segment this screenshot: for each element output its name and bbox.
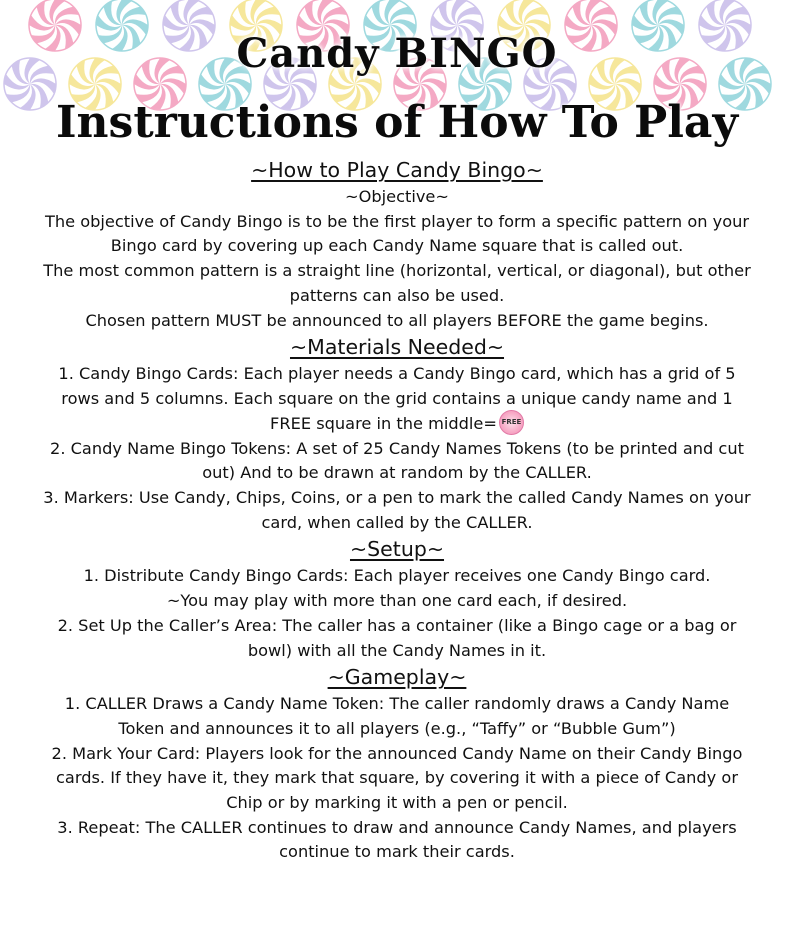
gameplay-heading: ~Gameplay~: [327, 665, 467, 690]
materials-heading: ~Materials Needed~: [289, 335, 505, 360]
page-subtitle: Instructions of How To Play: [55, 97, 739, 148]
objective-heading: ~Objective~: [345, 187, 449, 206]
setup-item-2: 2. Set Up the Caller’s Area: The caller has a container (like a Bingo cage or a bag or bowl) with all the Candy Names in it.: [57, 615, 737, 660]
materials-item-2: 2. Candy Name Bingo Tokens: A set of 25 Candy Names Tokens (to be printed and cut out) And to be drawn at random by the CALLER.: [50, 438, 744, 483]
materials-item-1: [40, 362, 754, 436]
setup-item-1: 1. Distribute Candy Bingo Cards: Each player receives one Candy Bingo card.: [83, 566, 711, 586]
pattern-paragraph: The most common pattern is a straight line (horizontal, vertical, or diagonal), but other patterns can also be used.: [43, 261, 751, 305]
materials-item-1-text: 1. Candy Bingo Cards: Each player needs a Candy Bingo card, which has a grid of 5 rows and 5 columns. Each square on the grid contains a unique candy name and 1 FREE square in the middle=: [58, 364, 736, 433]
instructions-body: [40, 156, 754, 865]
setup-heading: ~Setup~: [349, 537, 445, 562]
page-title: Candy BINGO: [236, 30, 558, 77]
gameplay-item-2: 2. Mark Your Card: Players look for the announced Candy Name on their Candy Bingo cards. If they have it, they mark that square, by covering it with a piece of Candy or Chip or by marking it with a pen or pencil.: [51, 743, 743, 813]
announce-paragraph: Chosen pattern MUST be announced to all players BEFORE the game begins.: [85, 310, 709, 330]
objective-paragraph: The objective of Candy Bingo is to be the first player to form a specific pattern on your Bingo card by covering up each Candy Name square that is called out.: [44, 211, 750, 256]
materials-item-3: 3. Markers: Use Candy, Chips, Coins, or a pen to mark the called Candy Names on your card, when called by the CALLER.: [43, 488, 751, 532]
how-to-play-heading: ~How to Play Candy Bingo~: [251, 158, 543, 182]
setup-item-1-note: ~You may play with more than one card each, if desired.: [166, 591, 628, 611]
gameplay-item-1: 1. CALLER Draws a Candy Name Token: The caller randomly draws a Candy Name Token and announces it to all players (e.g., “Taffy” or “Bubble Gum”): [64, 694, 730, 738]
gameplay-item-3: 3. Repeat: The CALLER continues to draw and announce Candy Names, and players continue to mark their cards.: [57, 817, 737, 862]
free-square-icon: FREE: [499, 410, 524, 435]
